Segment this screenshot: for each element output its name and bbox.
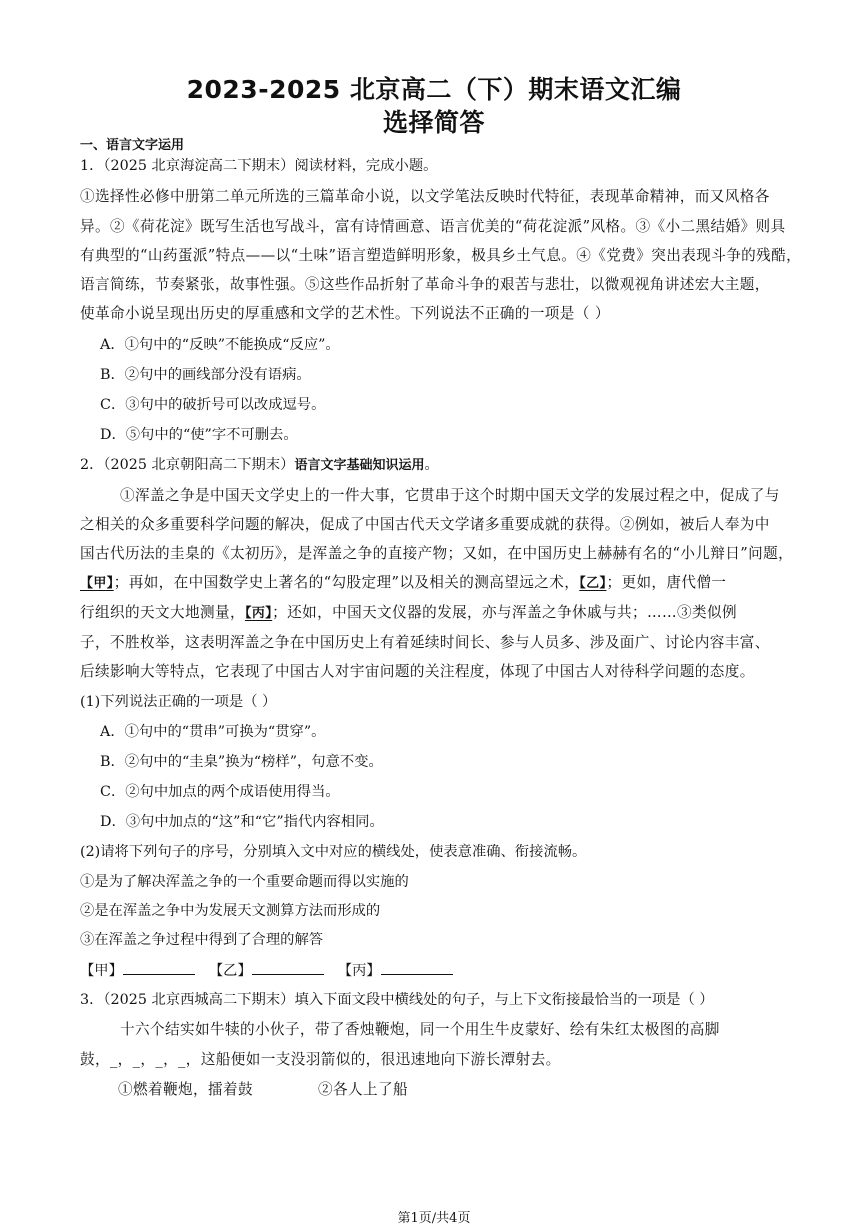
q1-number: 1． <box>80 158 104 174</box>
q1-option-b: B．②句中的画线部分没有语病。 <box>100 367 311 383</box>
q2-heading-end: 。 <box>424 457 439 473</box>
q3-text-line: 十六个结实如牛犊的小伙子，带了香烛鞭炮，同一个用生牛皮蒙好、绘有朱红太极图的高脚 <box>120 1021 720 1038</box>
q2-candidate-1: ①是为了解决浑盖之争的一个重要命题而得以实施的 <box>80 874 409 890</box>
q1-text-line: 语言简练，节奏紧张，故事性强。⑤这些作品折射了革命斗争的艰苦与悲壮，以微观视角讲述宏大主题， <box>80 276 770 293</box>
q2-answer-blanks <box>80 960 467 981</box>
q1-text-line: 异。②《荷花淀》既写生活也写战斗，富有诗情画意、语言优美的“荷花淀派”风格。③《小二黑结婚》则具 <box>80 218 786 235</box>
q2-text-line: 子，不胜枚举，这表明浑盖之争在中国历史上有着延续时间长、参与人员多、涉及面广、讨论内容丰富、 <box>80 634 770 651</box>
q1-option-a: A．①句中的“反映”不能换成“反应”。 <box>100 337 340 353</box>
q2-option-a: A．①句中的“贯串”可换为“贯穿”。 <box>100 724 326 740</box>
q1-text-line: 使革命小说呈现出历史的厚重感和文学的艺术性。下列说法不正确的一项是（ ） <box>80 305 610 322</box>
q2-subquestion-2: (2)请将下列句子的序号，分别填入文中对应的横线处，使表意准确、衔接流畅。 <box>80 844 587 860</box>
page-footer: 第1页/共4页 <box>397 1211 471 1226</box>
section-heading: 一、语言文字运用 <box>80 138 185 153</box>
blank-bing: 【丙】 <box>244 606 273 621</box>
q1-text-line: 有典型的“山药蛋派”特点——以“土味”语言塑造鲜明形象，极具乡土气息。④《党费》突出表现斗争的残酷， <box>80 247 802 264</box>
q2-text-fragment: ；再如，在中国数学史上著名的“勾股定理”以及相关的测高望远之术， <box>113 574 580 591</box>
q1-text-line: ①选择性必修中册第二单元所选的三篇革命小说，以文学笔法反映时代特征，表现革命精神，而又风格各 <box>80 188 770 205</box>
q2-text-fragment: ；更如，唐代僧一 <box>606 574 727 591</box>
q3-source: （2025 北京西城高二下期末） <box>103 992 295 1008</box>
q1-source: （2025 北京海淀高二下期末） <box>103 158 295 174</box>
answer-label-yi: 【乙】 <box>208 963 252 979</box>
q3-number: 3． <box>80 992 104 1008</box>
q2-text-fragment: 行组织的天文大地测量， <box>80 604 245 621</box>
q3-option-1: ①燃着鞭炮，擂着鼓 <box>118 1081 253 1098</box>
q2-text-line: 国古代历法的圭臬的《太初历》，是浑盖之争的直接产物；又如，在中国历史上赫赫有名的“小儿辩日”问题， <box>80 545 794 562</box>
q2-heading <box>80 455 439 476</box>
q2-candidate-3: ③在浑盖之争过程中得到了合理的解答 <box>80 932 324 948</box>
q1-option-c: C．③句中的破折号可以改成逗号。 <box>100 397 326 413</box>
q2-text-line: 后续影响大等特点，它表现了中国古人对宇宙问题的关注程度，体现了中国古人对待科学问题的态度。 <box>80 663 755 680</box>
q2-subquestion-1: (1)下列说法正确的一项是（ ） <box>80 694 277 710</box>
q2-option-c: C．②句中加点的两个成语使用得当。 <box>100 784 340 800</box>
q3-heading <box>80 990 714 1010</box>
q2-option-b: B．②句中的“圭臬”换为“榜样”，句意不变。 <box>100 754 383 770</box>
q3-instruction: 填入下面文段中横线处的句子，与上下文衔接最恰当的一项是（ ） <box>294 992 714 1008</box>
document-title: 2023-2025 北京高二（下）期末语文汇编 <box>186 75 682 104</box>
q2-option-d: D．③句中加点的“这”和“它”指代内容相同。 <box>100 814 384 830</box>
q2-text-fragment: ；还如，中国天文仪器的发展，亦与浑盖之争休戚与共；……③类似例 <box>272 604 737 621</box>
q3-option-2: ②各人上了船 <box>318 1081 408 1098</box>
q1-heading <box>80 156 437 176</box>
answer-label-jia: 【甲】 <box>80 963 123 979</box>
q2-text-line: ①浑盖之争是中国天文学史上的一件大事，它贯串于这个时期中国天文学的发展过程之中，促成了与 <box>120 487 780 504</box>
q1-instruction: 阅读材料，完成小题。 <box>294 158 438 174</box>
answer-field-jia[interactable] <box>123 960 195 975</box>
q3-text-line: 鼓，_，_，_，_，这船便如一支没羽箭似的，很迅速地向下游长潭射去。 <box>80 1051 561 1068</box>
answer-field-yi[interactable] <box>252 960 324 975</box>
q2-source: （2025 北京朝阳高二下期末） <box>103 457 295 473</box>
q2-text-line <box>80 603 737 624</box>
answer-label-bing: 【丙】 <box>337 963 381 979</box>
answer-field-bing[interactable] <box>381 960 453 975</box>
q2-candidate-2: ②是在浑盖之争中为发展天文测算方法而形成的 <box>80 903 381 919</box>
document-subtitle: 选择简答 <box>382 108 485 137</box>
blank-jia: 【甲】 <box>80 576 114 591</box>
q2-number: 2． <box>80 457 104 473</box>
q1-option-d: D．⑤句中的“使”字不可删去。 <box>100 427 298 443</box>
q2-text-line: 之相关的众多重要科学问题的解决，促成了中国古代天文学诸多重要成就的获得。②例如，被后人奉为中 <box>80 516 770 533</box>
q2-topic: 语言文字基础知识运用 <box>294 458 425 473</box>
q2-text-line <box>80 573 726 594</box>
blank-yi: 【乙】 <box>579 576 607 591</box>
